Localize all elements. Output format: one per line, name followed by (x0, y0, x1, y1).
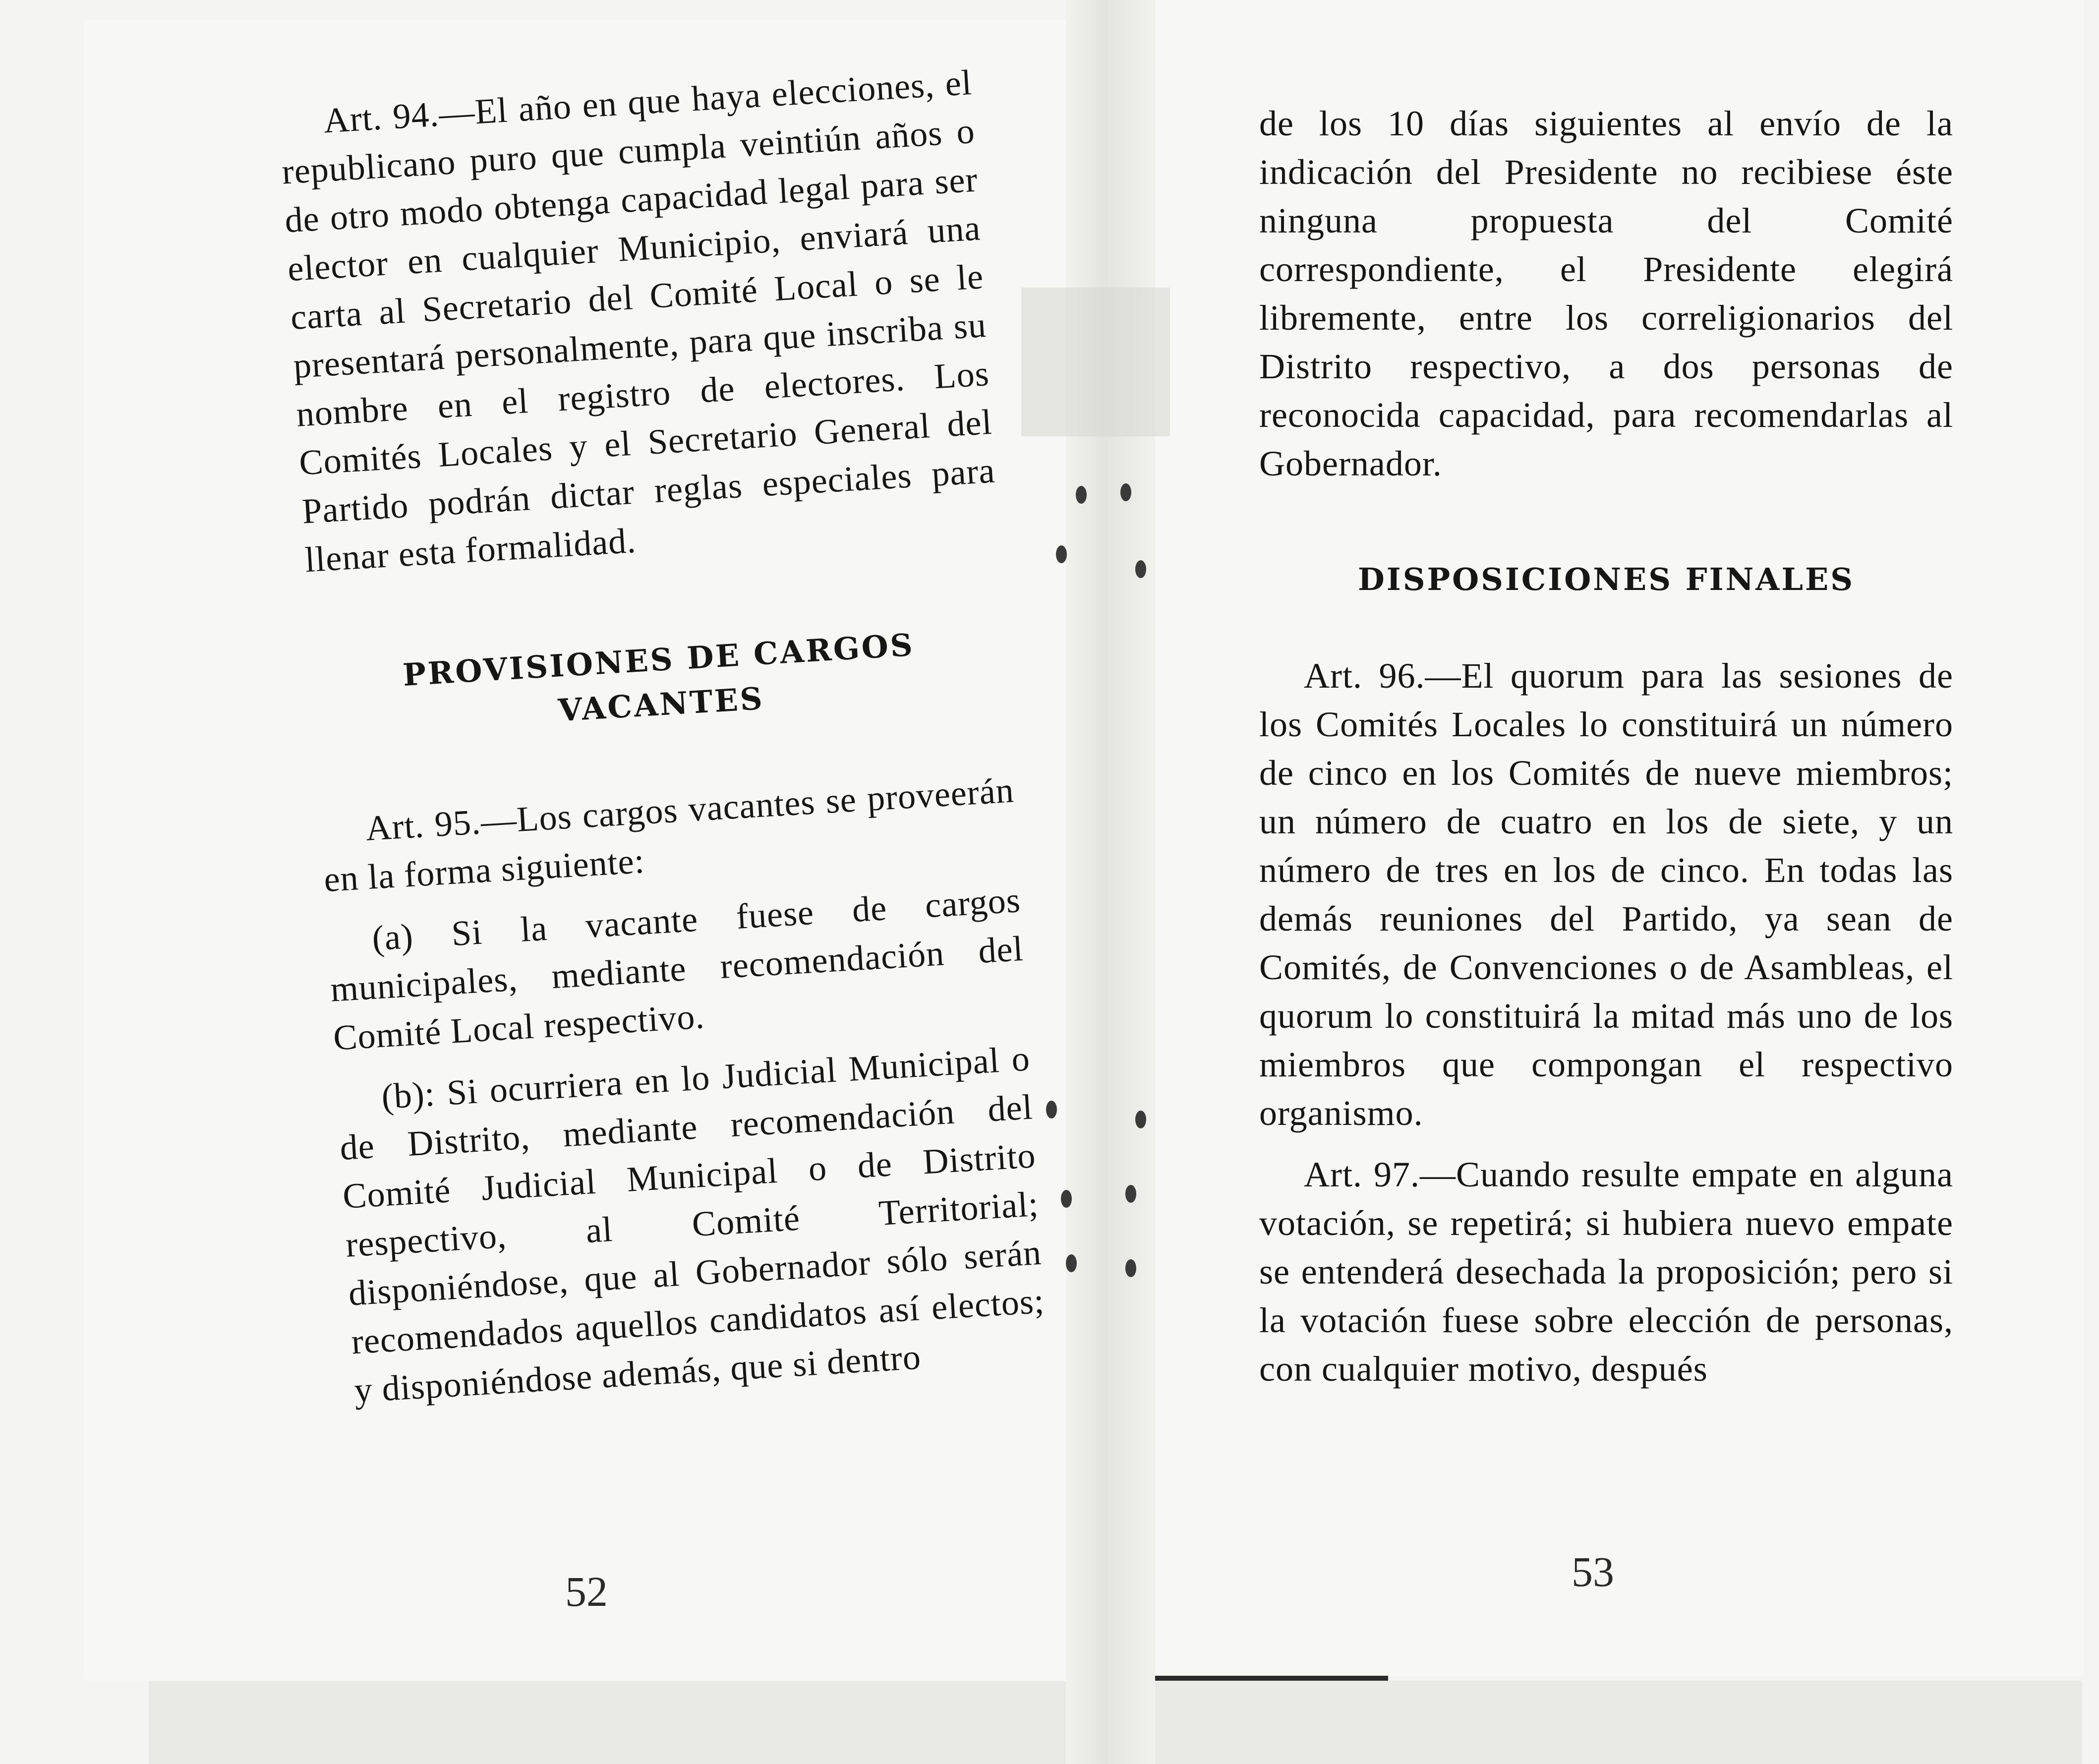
binding-stitch (1125, 1185, 1136, 1203)
page-number-left: 52 (565, 1568, 608, 1615)
binding-stitch (1056, 545, 1067, 563)
article-97: Art. 97.—Cuando resulte empate en alguna votación, se repetirá; si hubiera nuevo empate se entenderá desechada la proposición; pero si la votación fuese sobre elección de personas, con cualquier motivo, después (1259, 1155, 1953, 1389)
article-95-item-a: (a) Si la vacante fuese de cargos municipales, mediante recomendación del Comité Local respectivo. (329, 880, 1025, 1058)
page-number-right: 53 (1572, 1548, 1614, 1595)
article-95: Art. 95.—Los cargos vacantes se proveerán en la forma siguiente: (323, 770, 1015, 900)
right-page-text (1259, 99, 1953, 1398)
binding-tape (1021, 288, 1170, 436)
binding-stitch (1046, 1101, 1057, 1118)
book-gutter (1066, 0, 1155, 1764)
section-heading-vacantes: PROVISIONES DE CARGOS VACANTES (402, 626, 916, 729)
binding-stitch (1135, 560, 1146, 578)
section-heading-finales: DISPOSICIONES FINALES (1357, 561, 1855, 597)
binding-stitch (1066, 1254, 1077, 1272)
article-94: Art. 94.—El año en que haya elecciones, el republicano puro que cumpla veintiún años o de otro modo obtenga capacidad legal para ser elector en cualquier Municipio, enviará una carta al Secretario del Comité Local o se le presentará personalmente, para que inscriba su nombre en el registro de electores. Los Comités Locales y el Secretario General del Partido podrán dictar reglas especiales para llenar esta formalidad. (281, 62, 996, 580)
binding-stitch (1135, 1111, 1146, 1128)
binding-stitch (1125, 1259, 1136, 1277)
article-95-item-b: (b): Si ocurriera en lo Judicial Municipal o de Distrito, mediante recomendación del Comité Judicial Municipal o de Distrito respectivo, al Comité Territorial; disponiéndose, que al Gobernador sólo serán recomendados aquellos candidatos así electos; y disponiéndose además, que si dentro (339, 1038, 1046, 1411)
binding-stitch (1061, 1190, 1072, 1208)
article-96: Art. 96.—El quorum para las sesiones de los Comités Locales lo constituirá un número de cinco en los Comités de nueve miembros; un número de cuatro en los de siete, y un número de tres en los de cinco. En todas las demás reuniones del Partido, ya sean de Comités, de Convenciones o de Asambleas, el quorum lo constituirá la mitad más uno de los miembros que compongan el respectivo organismo. (1259, 656, 1953, 1133)
binding-stitch (1076, 486, 1087, 504)
binding-stitch (1120, 483, 1131, 501)
article-95-continuation: de los 10 días siguientes al envío de la indicación del Presidente no recibiese éste ninguna propuesta del Comité correspondiente, el Presidente elegirá libremente, entre los correligionarios del Distrito respectivo, a dos personas de reconocida capacidad, para recomendarlas al Gobernador. (1259, 104, 1953, 483)
left-page-text (278, 58, 1049, 1419)
